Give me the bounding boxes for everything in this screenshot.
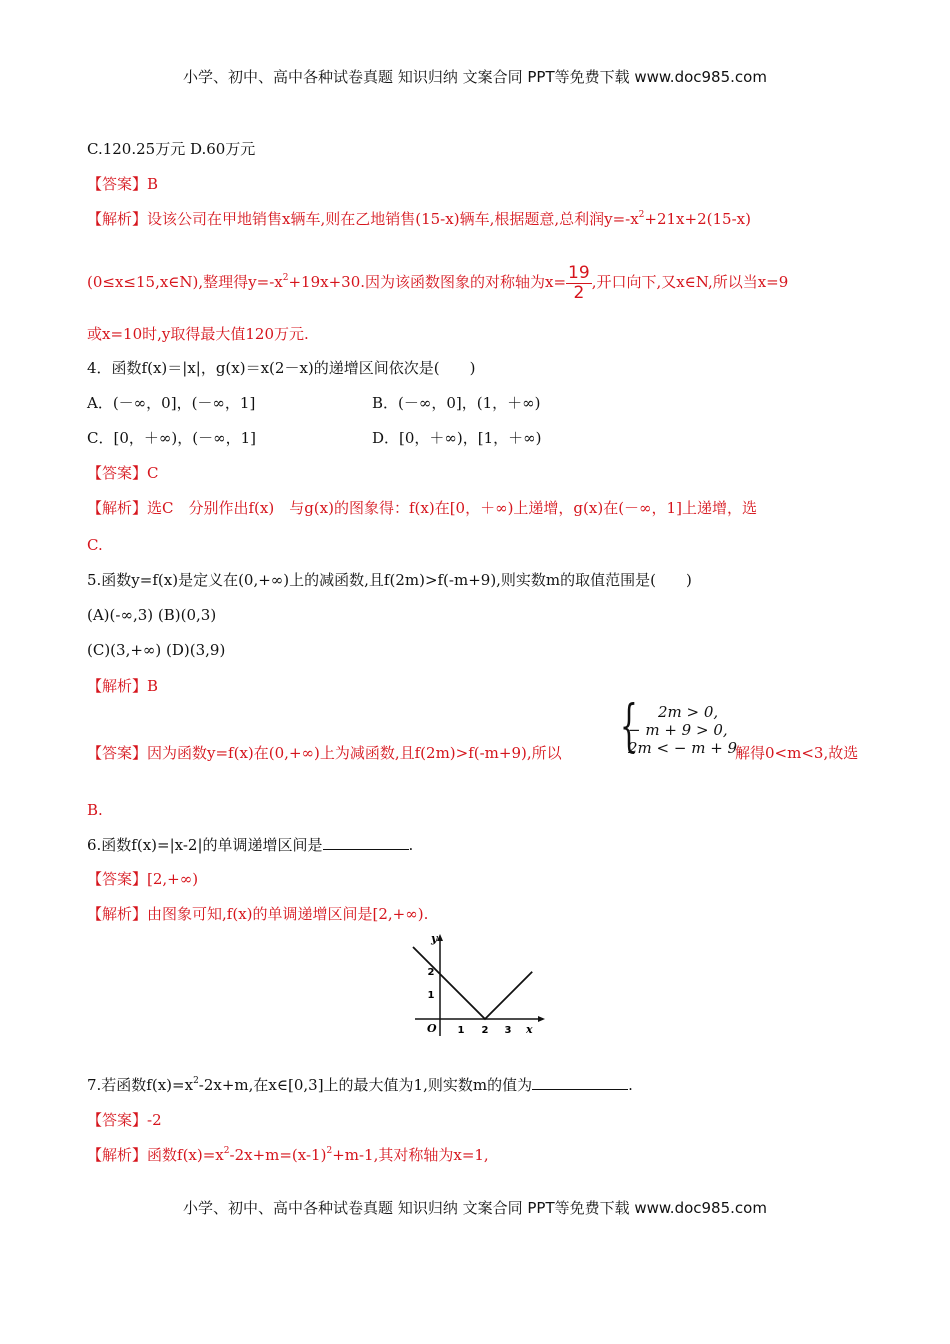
page-header: 小学、初中、高中各种试卷真题 知识归纳 文案合同 PPT等免费下载 www.doc985.com [183, 68, 767, 86]
y-tick-2: 2 [427, 967, 435, 978]
text: +m-1,其对称轴为x=1, [332, 1146, 489, 1164]
answer-value: -2 [147, 1111, 162, 1129]
analysis-tag: 【解析】 [87, 210, 148, 228]
y-tick-1: 1 [427, 990, 435, 1001]
text: 函数f(x)=x [147, 1146, 224, 1164]
q3-answer [87, 174, 158, 194]
text: (0≤x≤15,x∈N),整理得y=-x [87, 273, 283, 291]
answer-blank [532, 1075, 628, 1090]
q4-stem: 4．函数f(x)＝|x|，g(x)＝x(2－x)的递增区间依次是( ) [87, 359, 476, 377]
text: 因为函数y=f(x)在(0,+∞)上为减函数,且f(2m)>f(-m+9),所以 [147, 744, 562, 762]
y-axis-arrow [437, 934, 443, 941]
q6-answer [87, 869, 198, 889]
origin-label: O [427, 1022, 437, 1035]
x-axis-arrow [538, 1016, 545, 1022]
q4-answer [87, 463, 159, 483]
text: 选C 分别作出f(x) 与g(x)的图象得：f(x)在[0，＋∞)上递增，g(x)在(－∞，1]上递增，选 [147, 499, 757, 517]
text: -2x+m=(x-1) [229, 1146, 327, 1164]
fraction [566, 264, 592, 303]
text: -2x+m,在x∈[0,3]上的最大值为1,则实数m的值为 [198, 1076, 533, 1094]
q3-analysis-line-2 [87, 262, 788, 303]
superscript: 2 [638, 210, 645, 220]
text: 6.函数f(x)=|x-2|的单调递增区间是 [87, 836, 323, 854]
answer-tag: 【答案】 [87, 464, 148, 482]
analysis-value: B [147, 677, 159, 695]
q4-option-a: A．(－∞，0]，(－∞，1] [87, 394, 256, 412]
q4-analysis-line-2: C. [87, 536, 103, 554]
x-tick-3: 3 [504, 1025, 512, 1036]
x-tick-1: 1 [457, 1025, 465, 1036]
superscript: 2 [193, 1076, 199, 1086]
fraction-denominator: 2 [573, 282, 585, 303]
analysis-tag: 【解析】 [87, 499, 148, 517]
q5-answer-line-2: B. [87, 801, 103, 819]
q6-stem [87, 835, 413, 855]
answer-tag: 【答案】 [87, 870, 148, 888]
inequality-1: 2m > 0, [658, 703, 719, 721]
q6-analysis [87, 904, 428, 924]
q3-analysis-line-3: 或x=10时,y取得最大值120万元. [87, 325, 309, 343]
answer-tag: 【答案】 [87, 1111, 148, 1129]
q4-option-d: D．[0，＋∞)，[1，＋∞) [372, 429, 542, 447]
q7-stem [87, 1075, 633, 1095]
answer-tag: 【答案】 [87, 744, 148, 762]
q4-option-c: C．[0，＋∞)，(－∞，1] [87, 429, 256, 447]
page-footer: 小学、初中、高中各种试卷真题 知识归纳 文案合同 PPT等免费下载 www.doc985.com [183, 1199, 767, 1217]
text: . [628, 1076, 633, 1094]
answer-tag: 【答案】 [87, 175, 148, 193]
q3-options-cd: C.120.25万元 D.60万元 [87, 140, 256, 158]
text: +19x+30.因为该函数图象的对称轴为x= [288, 273, 567, 291]
q4-analysis-line-1 [87, 498, 757, 518]
q5-stem: 5.函数y=f(x)是定义在(0,+∞)上的减函数,且f(2m)>f(-m+9),则实数m的取值范围是( ) [87, 571, 692, 589]
inequality-2: − m + 9 > 0, [628, 721, 728, 739]
text: ,开口向下,又x∈N,所以当x=9 [591, 273, 789, 291]
function-polyline [413, 947, 532, 1019]
answer-blank [323, 835, 409, 850]
inequality-3: 2m < − m + 9. [628, 739, 742, 757]
analysis-tag: 【解析】 [87, 905, 148, 923]
x-axis-label: x [526, 1023, 533, 1036]
analysis-tag: 【解析】 [87, 677, 148, 695]
abs-function-graph [405, 928, 550, 1040]
q7-analysis [87, 1145, 489, 1165]
q5-options-ab: (A)(-∞,3) (B)(0,3) [87, 606, 217, 624]
fraction-numerator: 19 [568, 262, 590, 283]
q7-answer [87, 1110, 162, 1130]
answer-value: B [147, 175, 159, 193]
q3-analysis-line-1 [87, 209, 751, 229]
q5-answer-line-1 [87, 743, 562, 763]
q4-option-b: B．(－∞，0]，(1，＋∞) [372, 394, 541, 412]
x-tick-2: 2 [481, 1025, 489, 1036]
answer-value: C [147, 464, 159, 482]
y-axis-label: y [431, 932, 438, 945]
superscript: 2 [223, 1146, 230, 1156]
text: . [408, 836, 414, 854]
text: 由图象可知,f(x)的单调递增区间是[2,+∞). [147, 905, 429, 923]
q5-answer-line-1-tail: 解得0<m<3,故选 [735, 744, 859, 762]
superscript: 2 [326, 1146, 333, 1156]
superscript: 2 [282, 273, 289, 283]
left-brace: { [620, 694, 638, 759]
q5-analysis [87, 676, 158, 696]
analysis-tag: 【解析】 [87, 1146, 148, 1164]
text: +21x+2(15-x) [644, 210, 751, 228]
q5-options-cd: (C)(3,+∞) (D)(3,9) [87, 641, 226, 659]
text: 7.若函数f(x)=x [87, 1076, 194, 1094]
text: 设该公司在甲地销售x辆车,则在乙地销售(15-x)辆车,根据题意,总利润y=-x [147, 210, 639, 228]
answer-value: [2,+∞) [147, 870, 199, 888]
